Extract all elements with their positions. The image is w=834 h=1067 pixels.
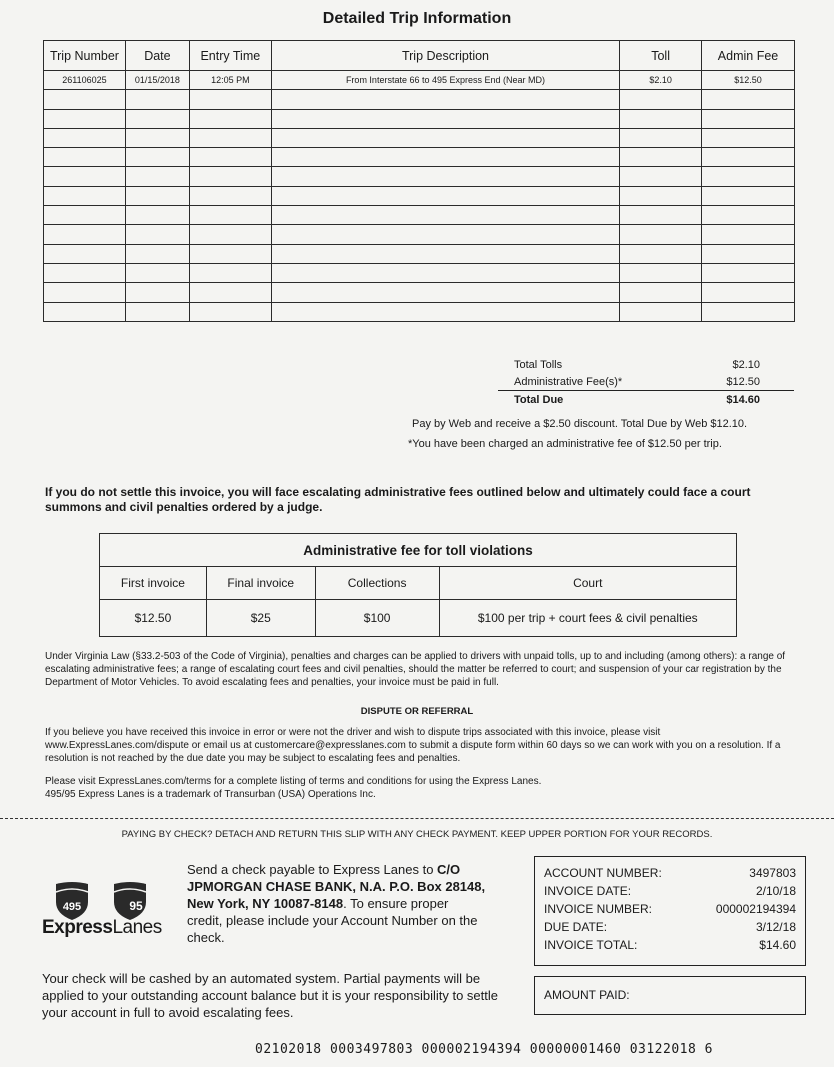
admin-fees-label: Administrative Fee(s)* bbox=[514, 375, 623, 388]
detach-line bbox=[0, 818, 834, 819]
cell-toll bbox=[620, 109, 702, 128]
cell-trip-number bbox=[44, 206, 126, 225]
cell-admin-fee bbox=[702, 283, 795, 302]
fee-header-first-invoice: First invoice bbox=[100, 567, 207, 600]
cell-trip-number bbox=[44, 148, 126, 167]
check-cashing-note: Your check will be cashed by an automated system. Partial payments will be applied to your outstanding account balance but it is your responsibility to settle your account in full to avoid escalating fees. bbox=[42, 971, 498, 1020]
cell-admin-fee bbox=[702, 186, 795, 205]
account-row-value: 000002194394 bbox=[715, 902, 796, 916]
account-row bbox=[535, 918, 805, 936]
fee-table-caption: Administrative fee for toll violations bbox=[100, 534, 737, 567]
dispute-text: If you believe you have received this invoice in error or were not the driver and wish to dispute trips associated with this invoice, please visit www.ExpressLanes.com/dispute or email us at customercare@expresslanes.com to submit a dispute form within 60 days so we can work with you on a resolution. If a resolution is not reached by the due date you may be subject to escalating fees and penalties. bbox=[45, 727, 781, 764]
bank-address: C/O JPMORGAN CHASE BANK, N.A. P.O. Box 28148, New York, NY 10087-8148 bbox=[187, 862, 486, 911]
fee-value-first-invoice: $12.50 bbox=[100, 600, 207, 637]
cell-date bbox=[125, 302, 189, 321]
logo-word-lanes: Lanes bbox=[112, 917, 162, 938]
cell-admin-fee bbox=[702, 109, 795, 128]
amount-paid-field[interactable] bbox=[534, 976, 806, 1015]
total-due-value: $14.60 bbox=[726, 393, 760, 406]
cell-admin-fee bbox=[702, 263, 795, 282]
admin-fee-note: *You have been charged an administrative fee of $12.50 per trip. bbox=[408, 438, 722, 450]
send-check-text: Send a check payable to Express Lanes to bbox=[187, 862, 438, 877]
cell-trip-description bbox=[271, 302, 619, 321]
account-row-value: $14.60 bbox=[759, 938, 796, 952]
account-row-label: ACCOUNT NUMBER: bbox=[544, 866, 662, 880]
trip-row bbox=[44, 71, 795, 90]
cell-date: 01/15/2018 bbox=[125, 71, 189, 90]
account-row-label: INVOICE TOTAL: bbox=[544, 938, 638, 952]
cell-admin-fee bbox=[702, 167, 795, 186]
fee-header-court: Court bbox=[439, 567, 736, 600]
trip-row bbox=[44, 90, 795, 109]
account-row bbox=[535, 864, 805, 882]
trademark-line: 495/95 Express Lanes is a trademark of Transurban (USA) Operations Inc. bbox=[45, 789, 376, 800]
cell-date bbox=[125, 225, 189, 244]
cell-trip-number bbox=[44, 90, 126, 109]
cell-trip-description bbox=[271, 206, 619, 225]
col-header-date: Date bbox=[125, 41, 189, 71]
account-row-value: 3/12/18 bbox=[755, 920, 796, 934]
cell-trip-description bbox=[271, 90, 619, 109]
trip-row bbox=[44, 186, 795, 205]
cell-toll bbox=[620, 302, 702, 321]
cell-entry-time bbox=[189, 244, 271, 263]
cell-trip-number bbox=[44, 109, 126, 128]
cell-admin-fee: $12.50 bbox=[702, 71, 795, 90]
dispute-heading: DISPUTE OR REFERRAL bbox=[360, 706, 474, 717]
trip-row bbox=[44, 302, 795, 321]
total-tolls-label: Total Tolls bbox=[514, 358, 563, 371]
trip-row bbox=[44, 128, 795, 147]
cell-trip-number bbox=[44, 186, 126, 205]
shield-495-text: 495 bbox=[62, 901, 82, 913]
cell-trip-description bbox=[271, 186, 619, 205]
cell-trip-number bbox=[44, 263, 126, 282]
virginia-law-text: Under Virginia Law (§33.2-503 of the Code of Virginia), penalties and charges can be applied to drivers with unpaid tolls, up to and including (among others): a range of escalating administrative fees; a range of escalating court fees and civil penalties, should the matter be referred to court; and suspension of your car registration by the Department of Motor Vehicles. To avoid escalating fees and penalties, your invoice must be paid in full. bbox=[45, 651, 786, 688]
col-header-entry-time: Entry Time bbox=[189, 41, 271, 71]
cell-trip-description bbox=[271, 128, 619, 147]
trip-row bbox=[44, 225, 795, 244]
cell-date bbox=[125, 167, 189, 186]
cell-entry-time bbox=[189, 206, 271, 225]
cell-entry-time bbox=[189, 283, 271, 302]
cell-toll bbox=[620, 225, 702, 244]
cell-date bbox=[125, 128, 189, 147]
escalation-warning: If you do not settle this invoice, you will face escalating administrative fees outlined below and ultimately could face a court summons and civil penalties ordered by a judge. bbox=[45, 485, 751, 514]
cell-entry-time: 12:05 PM bbox=[189, 71, 271, 90]
cell-date bbox=[125, 263, 189, 282]
account-row bbox=[535, 936, 805, 954]
cell-entry-time bbox=[189, 263, 271, 282]
cell-admin-fee bbox=[702, 90, 795, 109]
cell-toll bbox=[620, 206, 702, 225]
trip-row bbox=[44, 283, 795, 302]
cell-trip-description bbox=[271, 283, 619, 302]
cell-toll bbox=[620, 244, 702, 263]
cell-toll bbox=[620, 167, 702, 186]
account-row bbox=[535, 882, 805, 900]
account-row-label: INVOICE DATE: bbox=[544, 884, 632, 898]
cell-admin-fee bbox=[702, 128, 795, 147]
cell-admin-fee bbox=[702, 225, 795, 244]
cell-trip-description bbox=[271, 148, 619, 167]
cell-toll bbox=[620, 186, 702, 205]
micr-line: 02102018 0003497803 000002194394 00000001460 03122018 6 bbox=[255, 1042, 713, 1057]
cell-admin-fee bbox=[702, 244, 795, 263]
cell-date bbox=[125, 148, 189, 167]
logo-word-express: Express bbox=[42, 917, 113, 938]
fee-value-collections: $100 bbox=[315, 600, 439, 637]
cell-entry-time bbox=[189, 186, 271, 205]
trip-row bbox=[44, 167, 795, 186]
col-header-trip-number: Trip Number bbox=[44, 41, 126, 71]
account-row-label: DUE DATE: bbox=[544, 920, 608, 934]
col-header-toll: Toll bbox=[620, 41, 702, 71]
cell-trip-description bbox=[271, 244, 619, 263]
cell-trip-description bbox=[271, 167, 619, 186]
cell-trip-description bbox=[271, 225, 619, 244]
cell-trip-number: 261106025 bbox=[44, 71, 126, 90]
web-discount-note: Pay by Web and receive a $2.50 discount. Total Due by Web $12.10. bbox=[412, 418, 748, 430]
trip-row bbox=[44, 148, 795, 167]
cell-toll bbox=[620, 128, 702, 147]
detach-note: PAYING BY CHECK? DETACH AND RETURN THIS SLIP WITH ANY CHECK PAYMENT. KEEP UPPER PORTION FOR YOUR RECORDS. bbox=[121, 829, 713, 840]
cell-trip-number bbox=[44, 244, 126, 263]
account-row-label: INVOICE NUMBER: bbox=[544, 902, 653, 916]
admin-fees-value: $12.50 bbox=[726, 375, 760, 388]
trip-table bbox=[43, 40, 795, 322]
cell-entry-time bbox=[189, 302, 271, 321]
col-header-admin-fee: Admin Fee bbox=[702, 41, 795, 71]
fee-header-collections: Collections bbox=[315, 567, 439, 600]
cell-date bbox=[125, 109, 189, 128]
shield-95-text: 95 bbox=[129, 899, 143, 913]
cell-trip-number bbox=[44, 302, 126, 321]
terms-line: Please visit ExpressLanes.com/terms for a complete listing of terms and conditions for using the Express Lanes. bbox=[45, 776, 542, 787]
fee-value-court: $100 per trip + court fees & civil penalties bbox=[439, 600, 736, 637]
cell-entry-time bbox=[189, 90, 271, 109]
cell-admin-fee bbox=[702, 148, 795, 167]
cell-date bbox=[125, 90, 189, 109]
total-due-label: Total Due bbox=[514, 393, 564, 406]
cell-trip-number bbox=[44, 128, 126, 147]
totals-summary bbox=[510, 356, 794, 408]
page-title: Detailed Trip Information bbox=[322, 10, 512, 27]
cell-entry-time bbox=[189, 225, 271, 244]
cell-entry-time bbox=[189, 148, 271, 167]
cell-toll: $2.10 bbox=[620, 71, 702, 90]
cell-date bbox=[125, 244, 189, 263]
trip-row bbox=[44, 263, 795, 282]
cell-date bbox=[125, 283, 189, 302]
trip-row bbox=[44, 244, 795, 263]
cell-entry-time bbox=[189, 109, 271, 128]
cell-trip-description bbox=[271, 263, 619, 282]
cell-trip-number bbox=[44, 167, 126, 186]
shield-495-icon bbox=[56, 882, 88, 920]
trip-row bbox=[44, 206, 795, 225]
trip-table-header bbox=[44, 41, 795, 71]
shield-95-icon bbox=[114, 882, 146, 920]
fee-header-final-invoice: Final invoice bbox=[206, 567, 315, 600]
cell-toll bbox=[620, 90, 702, 109]
cell-entry-time bbox=[189, 128, 271, 147]
cell-admin-fee bbox=[702, 206, 795, 225]
account-info-box bbox=[534, 856, 806, 966]
cell-trip-number bbox=[44, 225, 126, 244]
col-header-trip-description: Trip Description bbox=[271, 41, 619, 71]
cell-date bbox=[125, 206, 189, 225]
cell-trip-number bbox=[44, 283, 126, 302]
trip-row bbox=[44, 109, 795, 128]
cell-toll bbox=[620, 148, 702, 167]
total-tolls-value: $2.10 bbox=[732, 358, 760, 371]
admin-fee-table bbox=[99, 533, 737, 637]
logo-wordmark bbox=[42, 917, 162, 939]
account-row-value: 2/10/18 bbox=[755, 884, 796, 898]
send-check-text-end: . To ensure proper credit, please include your Account Number on the check. bbox=[187, 896, 478, 945]
send-check-instructions bbox=[187, 861, 487, 946]
terms-text bbox=[45, 775, 805, 801]
account-row-value: 3497803 bbox=[749, 866, 796, 880]
cell-toll bbox=[620, 263, 702, 282]
cell-trip-description bbox=[271, 109, 619, 128]
fee-value-final-invoice: $25 bbox=[206, 600, 315, 637]
cell-admin-fee bbox=[702, 302, 795, 321]
amount-paid-label: AMOUNT PAID: bbox=[544, 988, 630, 1002]
cell-entry-time bbox=[189, 167, 271, 186]
cell-trip-description: From Interstate 66 to 495 Express End (Near MD) bbox=[271, 71, 619, 90]
account-row bbox=[535, 900, 805, 918]
cell-date bbox=[125, 186, 189, 205]
cell-toll bbox=[620, 283, 702, 302]
